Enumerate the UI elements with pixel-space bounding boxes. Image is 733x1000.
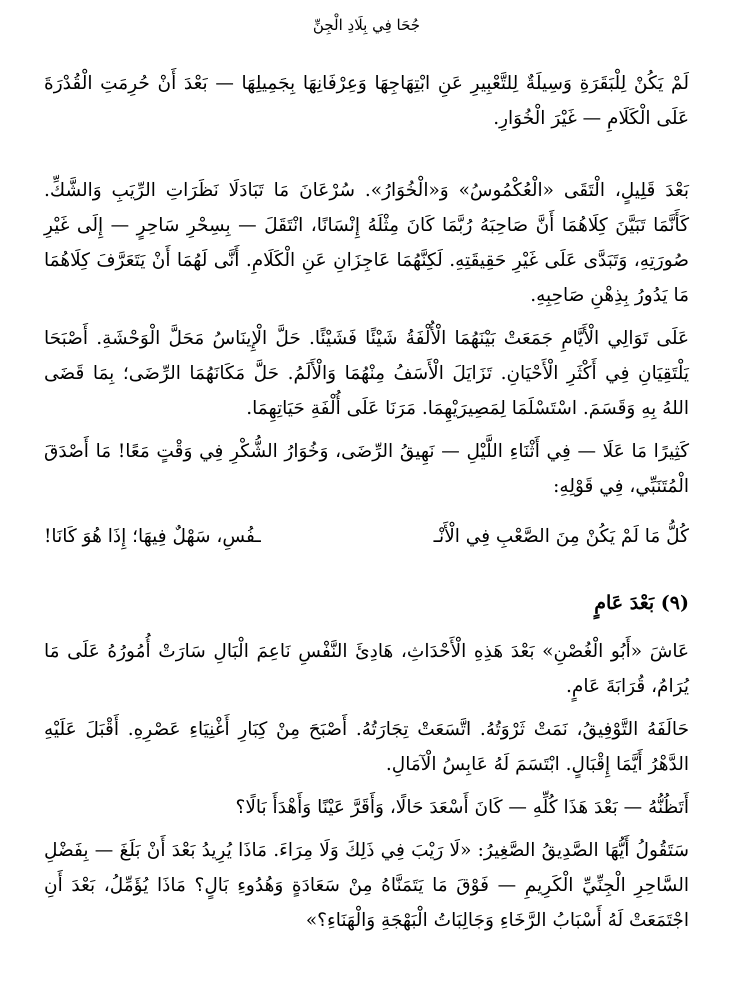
paragraph: أَتَظُنُّهُ — بَعْدَ هَذَا كُلِّهِ — كَانَ أَسْعَدَ حَالًا، وَأَقَرَّ عَيْنًا وَأَهْدَأَ بَالًا؟ bbox=[235, 797, 689, 818]
verse-second-hemistich: ـفُسِ، سَهْلٌ فِيهَا؛ إِذَا هُوَ كَانَا! bbox=[44, 526, 261, 547]
text-block-opening bbox=[44, 66, 689, 144]
text-block-after-a-year bbox=[44, 634, 689, 946]
text-block-encounter bbox=[44, 173, 689, 512]
paragraph: كَثِيرًا مَا عَلَا — فِي أَثْنَاءِ اللَّيْلِ — نَهِيقُ الرِّضَى، وَخُوَارُ الشُّكْرِ فِي وَقْتٍ مَعًا! مَا أَصْدَقَ الْمُتَنَبِّي، فِي قَوْلِهِ: bbox=[44, 441, 689, 497]
running-header: جُحَا فِي بِلَادِ الْجِنِّ bbox=[312, 16, 421, 34]
paragraph: سَتَقُولُ أَيُّهَا الصَّدِيقُ الصَّغِيرُ: «لَا رَيْبَ فِي ذَلِكَ وَلَا مِرَاءَ. مَاذَا يُرِيدُ بَعْدَ أَنْ بَلَغَ — بِفَضْلِ السَّاحِرِ الْجِنِّيِّ الْكَرِيمِ — فَوْقَ مَا يَتَمَنَّاهُ مِنْ سَعَادَةٍ وَهُدُوءِ بَالٍ؟ مَاذَا يُؤَمِّلُ، بَعْدَ أَنِ اجْتَمَعَتْ لَهُ أَسْبَابُ الرَّخَاءِ وَجَالِبَاتُ الْبَهْجَةِ وَالْهَنَاءِ؟» bbox=[44, 840, 689, 931]
paragraph: عَلَى تَوَالِي الْأَيَّامِ جَمَعَتْ بَيْنَهُمَا الْأُلْفَةُ شَيْئًا فَشَيْئًا. حَلَّ الْإِينَاسُ مَحَلَّ الْوَحْشَةِ. أَصْبَحَا يَلْتَقِيَانِ فِي أَكْثَرِ الْأَحْيَانِ. تَزَايَلَ الْأَسَفُ مِنْهُمَا وَالْأَلَمُ. حَلَّ مَكَانَهُمَا الرِّضَى؛ بِمَا قَضَى اللهُ بِهِ وَقَسَمَ. اسْتَسْلَمَا لِمَصِيرَيْهِمَا. مَرَنَا عَلَى أُلْفَةِ حَيَاتِهِمَا. bbox=[44, 328, 689, 419]
section-heading: (٩) بَعْدَ عَامٍ bbox=[594, 592, 689, 614]
paragraph: لَمْ يَكُنْ لِلْبَقَرَةِ وَسِيلَةٌ لِلتَّعْبِيرِ عَنِ ابْتِهَاجِهَا وَعِرْفَانِهَا بِجَمِيلِهَا — بَعْدَ أَنْ حُرِمَتِ الْقُدْرَةَ عَلَى الْكَلَامِ — غَيْرَ الْخُوَارِ. bbox=[44, 73, 689, 129]
paragraph: عَاشَ «أَبُو الْغُصْنِ» بَعْدَ هَذِهِ الْأَحْدَاثِ، هَادِئَ النَّفْسِ نَاعِمَ الْبَالِ سَارَتْ أُمُورُهُ عَلَى مَا يُرَامُ، قُرَابَةَ عَامٍ. bbox=[44, 641, 689, 697]
paragraph: حَالَفَهُ التَّوْفِيقُ، نَمَتْ ثَرْوَتُهُ. اتَّسَعَتْ تِجَارَتُهُ. أَصْبَحَ مِنْ كِبَارِ أَغْنِيَاءِ عَصْرِهِ. أَقْبَلَ عَلَيْهِ الدَّهْرُ أَيَّمَا إِقْبَالٍ. ابْتَسَمَ لَهُ عَابِسُ الْآمَالِ. bbox=[44, 719, 689, 775]
poetry-verse bbox=[44, 519, 689, 555]
paragraph: بَعْدَ قَلِيلٍ، الْتَقَى «الْعُكْمُوسُ» وَ«الْخُوَارُ». سُرْعَانَ مَا تَبَادَلَا نَظَرَاتِ الرِّيَبِ وَالشَّكِّ. كَأَنَّمَا تَبَيَّنَ كِلَاهُمَا أَنَّ صَاحِبَهُ رُبَّمَا كَانَ مِثْلَهُ إِنْسَانًا، انْتَقَلَ — بِسِحْرِ سَاحِرٍ — إِلَى غَيْرِ صُورَتِهِ، وَتَبَدَّى عَلَى غَيْرِ حَقِيقَتِهِ. لَكِنَّهُمَا عَاجِزَانِ عَنِ الْكَلَامِ. أَنَّى لَهُمَا أَنْ يَتَعَرَّفَ كِلَاهُمَا مَا يَدُورُ بِذِهْنِ صَاحِبِهِ. bbox=[44, 180, 689, 306]
verse-first-hemistich: كُلُّ مَا لَمْ يَكُنْ مِنَ الصَّعْبِ فِي الْأَنْـ bbox=[433, 526, 689, 547]
